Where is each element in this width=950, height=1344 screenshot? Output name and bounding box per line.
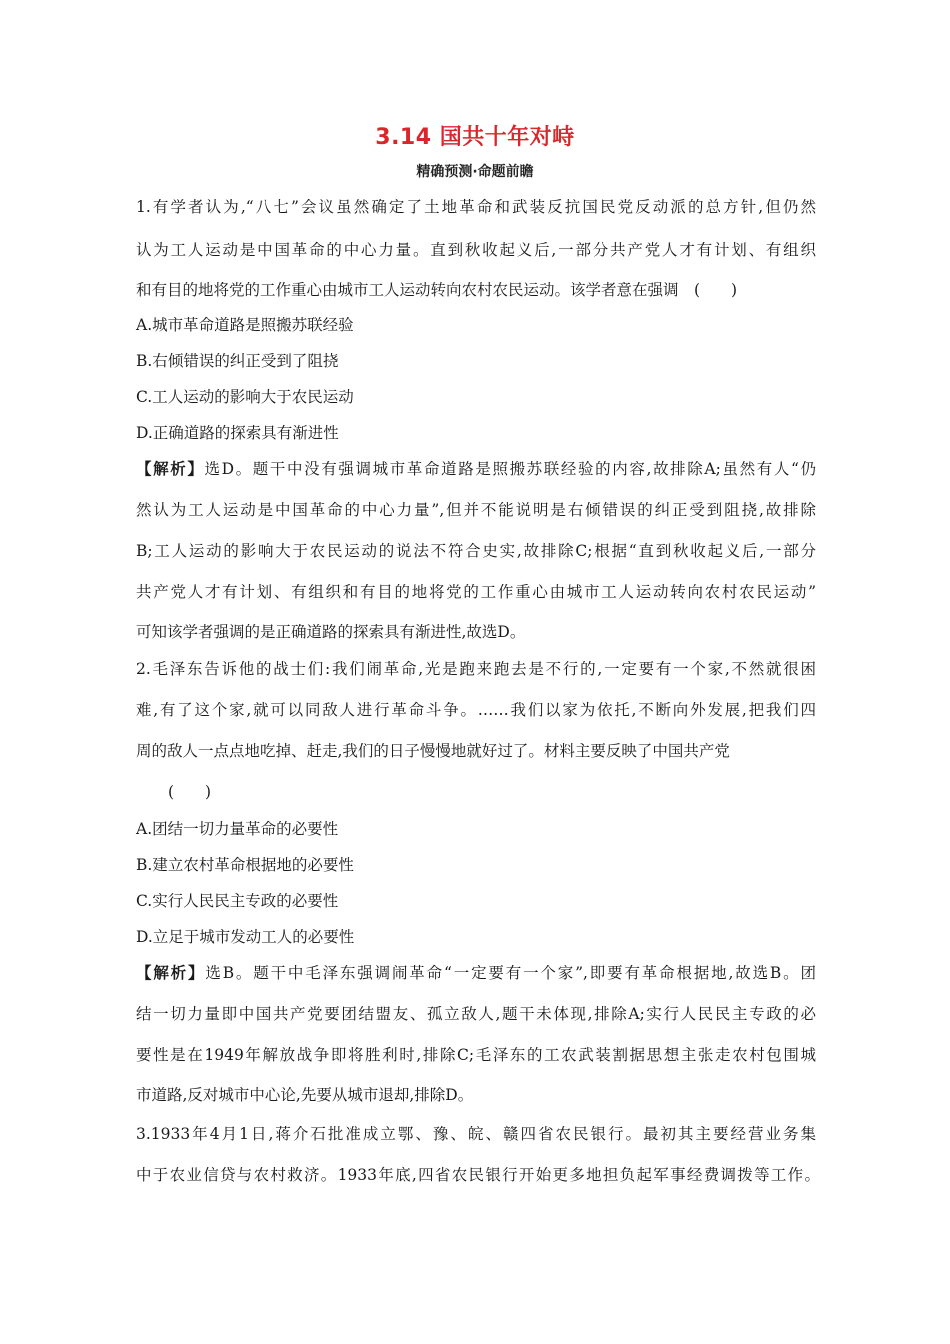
- q1-analysis-line: B;工人运动的影响大于农民运动的说法不符合史实,故排除C;根据“直到秋收起义后,一部分: [136, 542, 816, 560]
- q2-answer-blank: ( ): [168, 783, 212, 801]
- q1-analysis-line: 共产党人才有计划、有组织和有目的地将党的工作重心由城市工人运动转向农村农民运动”: [136, 583, 816, 601]
- analysis-text: 选B。题干中毛泽东强调闹革命“一定要有一个家”,即要有革命根据地,故选B。团: [205, 964, 816, 982]
- q2-option-c: C.实行人民民主专政的必要性: [136, 892, 339, 910]
- q2-option-a: A.团结一切力量革命的必要性: [136, 820, 339, 838]
- q1-option-b: B.右倾错误的纠正受到了阻挠: [136, 352, 339, 370]
- q2-option-b: B.建立农村革命根据地的必要性: [136, 856, 354, 874]
- q1-analysis-line: [136, 459, 816, 479]
- q2-analysis-line: 市道路,反对城市中心论,先要从城市退却,排除D。: [136, 1086, 474, 1104]
- page-subtitle: 精确预测·命题前瞻: [416, 164, 534, 180]
- q1-analysis-line: 可知该学者强调的是正确道路的探索具有渐进性,故选D。: [136, 623, 526, 641]
- q1-stem-line: 认为工人运动是中国革命的中心力量。直到秋收起义后,一部分共产党人才有计划、有组织: [136, 241, 816, 259]
- q2-stem-line: 2.毛泽东告诉他的战士们:我们闹革命,光是跑来跑去是不行的,一定要有一个家,不然就很困: [136, 660, 816, 678]
- q2-analysis-line: [136, 963, 816, 983]
- q1-stem-line: 1.有学者认为,“八七”会议虽然确定了土地革命和武装反抗国民党反动派的总方针,但仍然: [136, 198, 816, 216]
- q3-stem-line: 3.1933年4月1日,蒋介石批准成立鄂、豫、皖、赣四省农民银行。最初其主要经营业务集: [136, 1125, 816, 1143]
- q1-option-c: C.工人运动的影响大于农民运动: [136, 388, 354, 406]
- q1-option-d: D.正确道路的探索具有渐进性: [136, 424, 339, 442]
- analysis-tag: 【解析】: [136, 964, 206, 982]
- q2-analysis-line: 结一切力量即中国共产党要团结盟友、孤立敌人,题干未体现,排除A;实行人民民主专政的必: [136, 1005, 816, 1023]
- analysis-tag: 【解析】: [136, 460, 205, 478]
- q2-stem-line: 周的敌人一点点地吃掉、赶走,我们的日子慢慢地就好过了。材料主要反映了中国共产党: [136, 742, 730, 760]
- q2-analysis-line: 要性是在1949年解放战争即将胜利时,排除C;毛泽东的工农武装割据思想主张走农村包围城: [136, 1046, 816, 1064]
- q2-option-d: D.立足于城市发动工人的必要性: [136, 928, 355, 946]
- analysis-text: 选D。题干中没有强调城市革命道路是照搬苏联经验的内容,故排除A;虽然有人“仍: [204, 460, 816, 478]
- q1-option-a: A.城市革命道路是照搬苏联经验: [136, 316, 354, 334]
- q1-analysis-line: 然认为工人运动是中国革命的中心力量”,但并不能说明是右倾错误的纠正受到阻挠,故排除: [136, 501, 816, 519]
- q1-stem-line: 和有目的地将党的工作重心由城市工人运动转向农村农民运动。该学者意在强调 ( ): [136, 281, 738, 299]
- page-title: 3.14 国共十年对峙: [375, 125, 575, 150]
- q3-stem-line: 中于农业信贷与农村救济。1933年底,四省农民银行开始更多地担负起军事经费调拨等工作。: [136, 1166, 820, 1184]
- q2-stem-line: 难,有了这个家,就可以同敌人进行革命斗争。……我们以家为依托,不断向外发展,把我们四: [136, 701, 816, 719]
